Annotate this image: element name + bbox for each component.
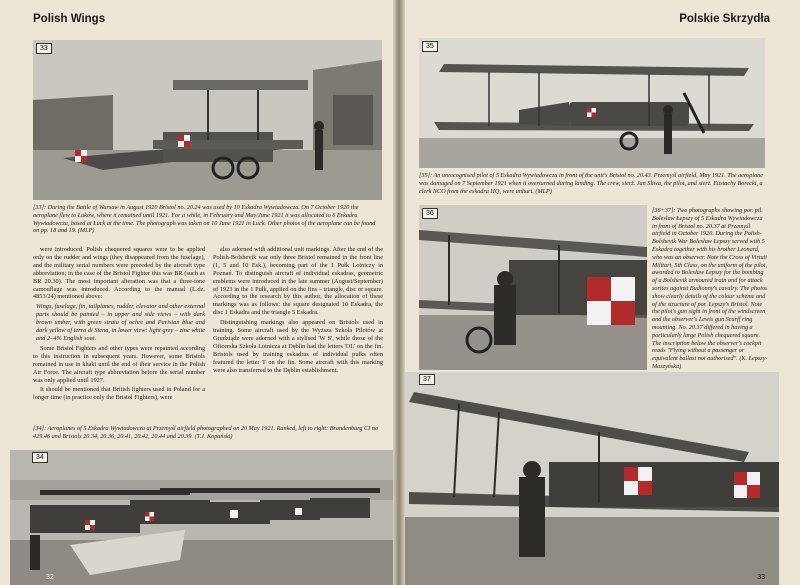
photo-number: 37 [419, 374, 435, 385]
page-number: 32 [46, 574, 54, 581]
page-header: Polish Wings [33, 13, 106, 25]
caption-33: [33]: During the Battle of Warsaw in August 1920 Bristol no. 20.24 was used by 10 Eskadra Wywiadowcza. On 7 October 1920 the aeroplane flew to Łuków, where it remained until 1921. For a while, in February and May/June 1921 it was allocated to 6 Eskadra Wywiadowcza, based at Łuck at the time. The photograph was taken on 10 June 1921 in Łuck. Other photos of the aeroplane can be found on pp. 18 and 19. (MLP) [33, 204, 376, 235]
text-column-1 [33, 246, 205, 404]
quote: Wings, fuselage, fin, tailplanes, rudder, elevator and other external parts should be painted – in upper and side views – with dark brown umber, with green strata of ochre and Parisian blue and dark yellow of terra di Siena, in lower view: light grey – zinc white and 2–4% English soot. [36, 303, 205, 342]
text-column-2 [213, 246, 383, 377]
paragraph: also adorned with additional unit markings. After the end of the Polish-Bolshevik war only three Bristol remained in the front line (1, 5 and 10 Esk.), becoming part of the 1 Pułk Lotniczy in Poznań. To distinguish aircraft of individual eskadras, geometric emblems were introduced in the late summer (August/September) of 1923 in the 1 Pułk, applied on the fins – triangle, disc or square. According to the research by this author, the allocation of these markings was as follows: the square designated 10 Eskadra, the disc 1 Eskadra and the triangle 5 Eskadra. [213, 246, 383, 317]
caption-35: [35]: An unrecognised pilot of 5 Eskadra Wywiadowcza in front of the unit's Bristol no. 20.43. Przemyśl airfield, May 1921. The aeroplane was damaged on 7 September 1921 when it overturned during landing. The crew, sierż. Jan Sliwa, the pilot, and sierż. Eustachy Borecki, a clerk NCO from the eskadra HQ, were unhurt. (MLP) [419, 172, 764, 195]
paragraph: Some Bristol Fighters and other types were repainted according to this instruction in subsequent years. However, some Bristols remained in use in khaki until the end of their service in the Polish Air Force. The aircraft type abbreviation before the serial number was only applied until 1927. [33, 344, 205, 384]
pilot-biplane-photo-37 [399, 372, 779, 585]
page-number: 33 [757, 574, 765, 581]
photo-33 [33, 40, 382, 200]
right-page [399, 0, 800, 585]
photo-number: 36 [422, 208, 438, 219]
photo-37 [399, 372, 779, 585]
photo-number: 33 [36, 43, 52, 54]
pilot-biplane-photo-36 [419, 205, 647, 370]
photo-36 [419, 205, 647, 370]
photo-34 [10, 450, 393, 585]
photo-number: 34 [32, 452, 48, 463]
biplane-photo-33 [33, 40, 382, 200]
left-page [0, 0, 397, 585]
paragraph: It should be mentioned that British fighters used in Poland for a longer time (in practice only the Bristol Fighters), were [33, 386, 205, 402]
page-header: Polskie Skrzydła [679, 13, 770, 25]
photo-number: 35 [422, 41, 438, 52]
paragraph: were introduced. Polish chequered squares were to be applied only on the rudder and wings (they disappeared from the fuselage), and the military serial numbers were preceded by the aircraft type abbreviation; in the case of the Bristol Fighter this was BR (such as BR 20.30). The most important alteration was that a three-tone camouflage was introduced. According to the manual (L.dz. 4853/24) mentioned above: [33, 246, 205, 301]
paragraph: Distinguishing markings also appeared on Bristols used in training. Some aircraft used by the Wyższa Szkoła Pilotów at Grudziądz were adorned with a stylised 'W S', while those of the Oficerska Szkoła Lotnicza at Dęblin had the letters 'OL' on the fin. Bristols used by training eskadras of individual pułks often featured the letter T on the fin. Some aircraft with this marking were also transferred to the Dęblin establishment. [213, 319, 383, 374]
biplane-photo-35 [419, 38, 765, 168]
book-gutter [393, 0, 405, 585]
photo-35 [419, 38, 765, 168]
aircraft-lineup-photo [10, 450, 393, 585]
caption-36-37: [36+37]: Two photographs showing por. pil. Bolesław Łepszy of 5 Eskadra Wywiadowcza in front of Bristol no. 20.37 at Przemyśl airfield in October 1920. During the Polish-Bolshevik War Bolesław Łepszy served with 5 Eskadra together with his brother Leonard, who was an observer. Note the Cross of Virtuti Militari, 5th Class, on the uniform of the pilot, awarded to Bolesław Łepszy for the bombing of a Bolshevik armoured train and for attack sorties against Budionny's cavalry. The photos show clearly details of the colour scheme and of the structure of por. Łepszy's Bristol. Note the pilot's gun sight in front of the windscreen and the observer's Lewis gun Scarff ring mounting. No. 20.37 differed in having a particularly large Polish chequered square. The inscription below the observer's cockpit reads "Flying without a passenger or equivalent ballast not authorised". (K. Łepszy-Muszyńska) [652, 207, 768, 370]
caption-34: [34]: Aeroplanes of 5 Eskadra Wywiadowcza at Przemyśl airfield photographed on 20 May 1921. Ranked, left to right: Brandenburg CI no 429.46 and Bristols 20.34, 20.36, 20.41, 20.42, 20.44 and 20.39. (T.J. Kopański) [33, 425, 378, 440]
